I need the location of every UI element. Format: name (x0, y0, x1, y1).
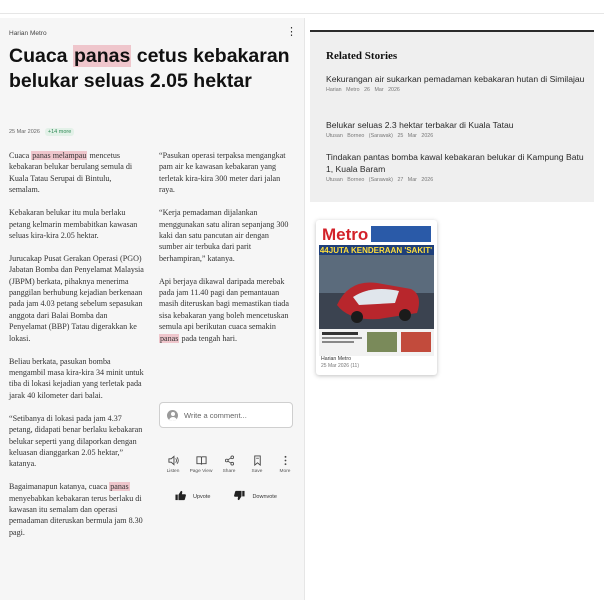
search-term-highlight: panas (73, 45, 131, 67)
kebab-icon (279, 454, 291, 466)
article-paragraph: Api berjaya dikawal daripada merebak pada jam 11.40 pagi dan pemantauan masih diteruskan bagi memastikan tiada sisa kebakaran yang boleh mencetuskan semula api berikutan cuaca semakin panas pada tengah hari. (159, 276, 289, 343)
article-publisher: Harian Metro (9, 30, 47, 37)
related-story-title: Belukar seluas 2.3 hektar terbakar di Kuala Tatau (326, 120, 514, 130)
article-meta (9, 128, 74, 136)
save-button[interactable]: Save (245, 454, 269, 474)
more-button[interactable]: More (273, 454, 297, 474)
thumbs-up-icon (175, 490, 186, 503)
search-term-highlight: panas (110, 482, 129, 492)
thumbs-down-icon (234, 490, 245, 503)
related-story-item[interactable] (326, 120, 588, 139)
article-options-icon[interactable]: ⋮ (286, 26, 297, 38)
comment-input[interactable] (159, 402, 293, 428)
cover-headline: 44JUTA KENDERAAN 'SAKIT' (319, 246, 433, 255)
upvote-button[interactable]: Upvote (175, 490, 210, 503)
edition-date: 25 Mar 2026 (11) (321, 363, 359, 369)
user-avatar-icon (167, 410, 178, 421)
article-body-right (159, 150, 294, 356)
related-story-item[interactable] (326, 152, 588, 183)
article-title: Cuaca panas cetus kebakaran belukar seluas 2.05 hektar (9, 45, 290, 92)
vote-bar (175, 490, 295, 503)
edition-card[interactable] (316, 220, 437, 375)
masthead-text: Metro (322, 225, 369, 244)
related-stories-panel (310, 30, 594, 202)
edition-publisher: Harian Metro (321, 356, 351, 362)
related-story-title: Tindakan pantas bomba kawal kebakaran belukar di Kampung Batu 1, Kuala Baram (326, 152, 584, 174)
book-icon (195, 454, 207, 466)
downvote-button[interactable]: Downvote (234, 490, 276, 503)
article-paragraph: “Kerja pemadaman dijalankan menggunakan satu aliran sepanjang 300 kaki dan satu pancutan air dengan sumber air terbuka dari parit berhampiran,” katanya. (159, 208, 289, 263)
search-term-highlight: panas (160, 333, 179, 343)
search-term-highlight: panas melampau (32, 151, 87, 160)
article-paragraph: Cuaca panas melampau mencetus kebakaran belukar berulang semula di Kuala Tatau Serupai di Bintulu, semalam. (9, 151, 133, 195)
related-story-meta: Utusan Borneo (Sarawak) 27 Mar 2026 (326, 176, 434, 183)
article-paragraph: “Pasukan operasi terpaksa mengangkat pam air ke kawasan kebakaran yang terletak kira-kira 300 meter dari jalan raya. (159, 151, 286, 195)
share-button[interactable]: Share (217, 454, 241, 474)
article-paragraph: Kebakaran belukar itu mula berlaku petang kelmarin membabitkan kawasan seluas kira-kira 2.05 hektar. (9, 208, 138, 240)
listen-button[interactable]: Listen (161, 454, 185, 474)
speaker-icon (167, 454, 179, 466)
page-view-button[interactable]: Page View (189, 454, 213, 474)
article-panel (0, 18, 305, 600)
more-sources-badge[interactable]: +14 more (45, 128, 74, 136)
related-story-title: Kekurangan air sukarkan pemadaman kebakaran hutan di Similajau (326, 74, 585, 84)
related-stories-heading: Related Stories (326, 50, 398, 62)
article-body-left (9, 150, 144, 550)
related-story-meta: Utusan Borneo (Sarawak) 25 Mar 2026 (326, 132, 434, 139)
newspaper-cover-image (319, 223, 434, 356)
share-icon (223, 454, 235, 466)
related-story-item[interactable] (326, 74, 588, 93)
article-paragraph: Bagaimanapun katanya, cuaca panas menyebabkan kebakaran terus berlaku di kawasan itu semalam dan operasi pemadaman diteruskan bermula jam 8.30 pagi. (9, 482, 143, 537)
top-bar (0, 0, 604, 14)
article-paragraph: “Setibanya di lokasi pada jam 4.37 petang, didapati benar berlaku kebakaran belukar seperti yang dilaporkan dengan keluasan dianggarkan 2.05 hektar,” katanya. (9, 413, 143, 469)
related-story-meta: Harian Metro 26 Mar 2026 (326, 86, 400, 93)
article-paragraph: Beliau berkata, pasukan bomba mengambil masa kira-kira 34 minit untuk tiba di lokasi kejadian yang terletak pada jarak 40 kilometer dari balai. (9, 356, 144, 400)
bookmark-icon (251, 454, 263, 466)
article-date: 25 Mar 2026 (9, 129, 40, 135)
article-paragraph: Jurucakap Pusat Gerakan Operasi (PGO) Jabatan Bomba dan Penyelamat Malaysia (JBPM) berkata, pihaknya menerima panggilan berhubung kejadian berkenaan pada jam 4.03 petang sebelum sepasukan anggota dari Balai Bomba dan Penyelamat (BBP) Tatau digerakkan ke lokasi. (9, 253, 144, 343)
comment-placeholder: Write a comment... (184, 410, 247, 420)
article-actions (159, 454, 299, 474)
